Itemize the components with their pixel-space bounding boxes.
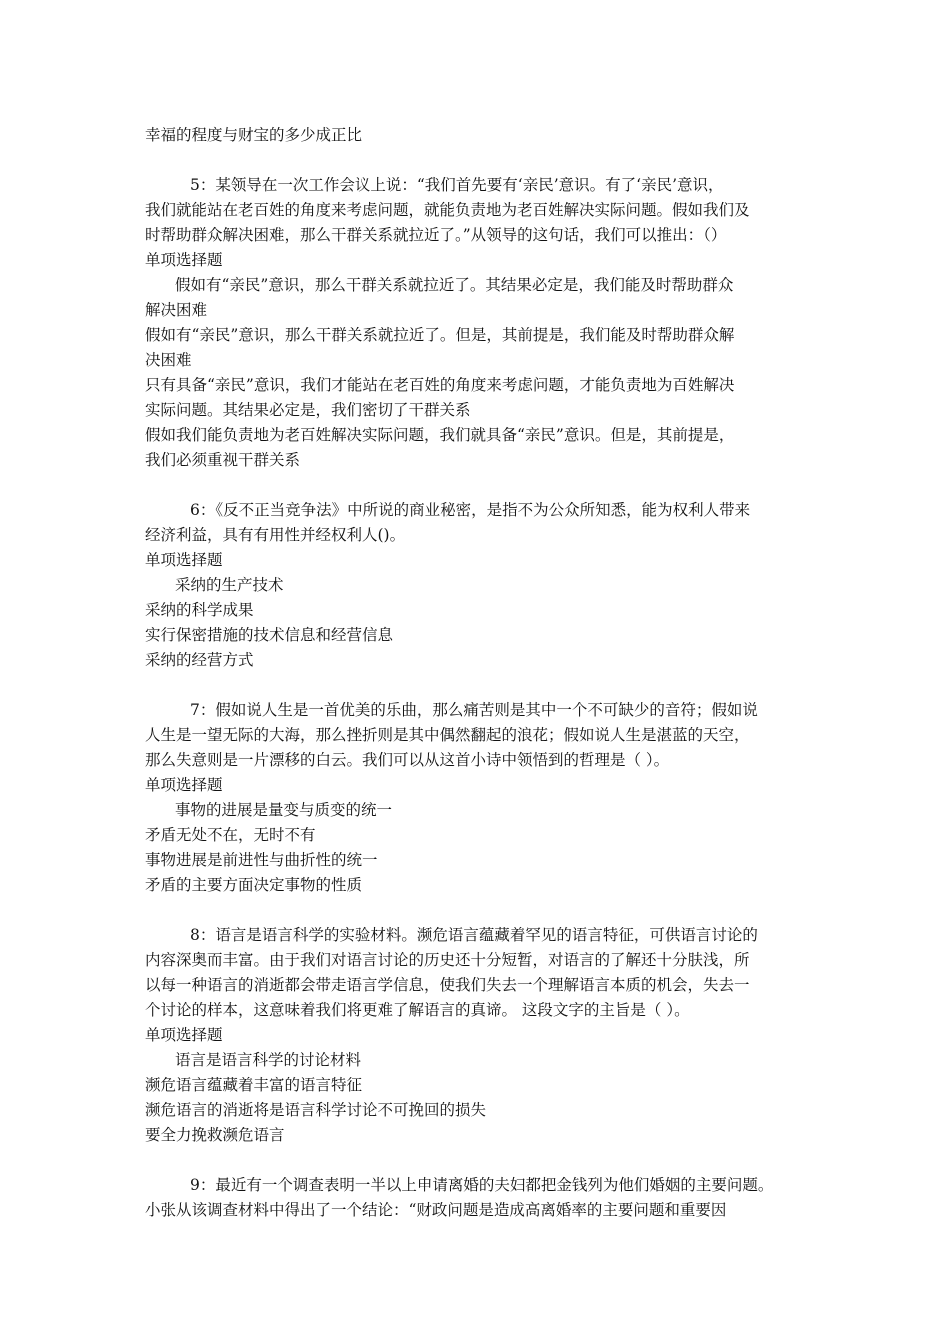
option-c: 实行保密措施的技术信息和经营信息 bbox=[145, 626, 394, 644]
option-d: 矛盾的主要方面决定事物的性质 bbox=[145, 876, 363, 894]
question-type: 单项选择题 bbox=[145, 251, 223, 269]
option-b: 矛盾无处不在，无时不有 bbox=[145, 826, 316, 844]
carryover-line: 幸福的程度与财宝的多少成正比 bbox=[145, 126, 363, 144]
question-9 bbox=[145, 1173, 830, 1223]
question-stem: 那么失意则是一片漂移的白云。我们可以从这首小诗中领悟到的哲理是（ ）。 bbox=[145, 751, 670, 769]
question-5 bbox=[145, 173, 830, 473]
question-stem: 人生是一望无际的大海，那么挫折则是其中偶然翻起的浪花；假如说人生是湛蓝的天空， bbox=[145, 726, 750, 744]
question-stem: 7：假如说人生是一首优美的乐曲，那么痛苦则是其中一个不可缺少的音符；假如说 bbox=[190, 701, 758, 719]
option-a: 事物的进展是量变与质变的统一 bbox=[175, 801, 393, 819]
question-stem: 8：语言是语言科学的实验材料。濒危语言蕴藏着罕见的语言特征，可供语言讨论的 bbox=[190, 926, 758, 944]
option-a: 采纳的生产技术 bbox=[175, 576, 284, 594]
spacer bbox=[145, 1148, 830, 1173]
question-8 bbox=[145, 923, 830, 1148]
option-b: 采纳的科学成果 bbox=[145, 601, 254, 619]
question-6 bbox=[145, 498, 830, 673]
option-a: 语言是语言科学的讨论材料 bbox=[175, 1051, 362, 1069]
spacer bbox=[145, 898, 830, 923]
spacer bbox=[145, 148, 830, 173]
question-type: 单项选择题 bbox=[145, 551, 223, 569]
option-c: 濒危语言的消逝将是语言科学讨论不可挽回的损失 bbox=[145, 1101, 487, 1119]
question-stem: 9：最近有一个调查表明一半以上申请离婚的夫妇都把金钱列为他们婚姻的主要问题。 bbox=[190, 1176, 774, 1194]
option-b: 假如有“亲民”意识，那么干群关系就拉近了。但是，其前提是，我们能及时帮助群众解 bbox=[145, 326, 735, 344]
option-d-cont: 我们必须重视干群关系 bbox=[145, 451, 301, 469]
option-b-cont: 决困难 bbox=[145, 351, 192, 369]
spacer bbox=[145, 473, 830, 498]
question-stem: 内容深奥而丰富。由于我们对语言讨论的历史还十分短暂，对语言的了解还十分肤浅，所 bbox=[145, 951, 750, 969]
question-stem: 6：《反不正当竞争法》中所说的商业秘密，是指不为公众所知悉，能为权利人带来 bbox=[190, 501, 751, 519]
question-stem: 以每一种语言的消逝都会带走语言学信息，使我们失去一个理解语言本质的机会，失去一 bbox=[145, 976, 750, 994]
option-d: 采纳的经营方式 bbox=[145, 651, 254, 669]
question-stem: 小张从该调查材料中得出了一个结论：“财政问题是造成高离婚率的主要问题和重要因 bbox=[145, 1201, 727, 1219]
option-d: 假如我们能负责地为老百姓解决实际问题，我们就具备“亲民”意识。但是，其前提是， bbox=[145, 426, 735, 444]
question-stem: 时帮助群众解决困难，那么干群关系就拉近了。”从领导的这句话，我们可以推出：（） bbox=[145, 226, 727, 244]
document-page bbox=[145, 123, 830, 1223]
question-7 bbox=[145, 698, 830, 898]
option-a-cont: 解决困难 bbox=[145, 301, 208, 319]
question-type: 单项选择题 bbox=[145, 1026, 223, 1044]
option-c: 事物进展是前进性与曲折性的统一 bbox=[145, 851, 378, 869]
option-a: 假如有“亲民”意识，那么干群关系就拉近了。其结果必定是，我们能及时帮助群众 bbox=[175, 276, 734, 294]
option-c-cont: 实际问题。其结果必定是，我们密切了干群关系 bbox=[145, 401, 471, 419]
question-stem: 个讨论的样本，这意味着我们将更难了解语言的真谛。 这段文字的主旨是（ ）。 bbox=[145, 1001, 690, 1019]
option-c: 只有具备“亲民”意识，我们才能站在老百姓的角度来考虑问题，才能负责地为百姓解决 bbox=[145, 376, 735, 394]
spacer bbox=[145, 673, 830, 698]
option-d: 要全力挽救濒危语言 bbox=[145, 1126, 285, 1144]
option-b: 濒危语言蕴藏着丰富的语言特征 bbox=[145, 1076, 363, 1094]
question-type: 单项选择题 bbox=[145, 776, 223, 794]
question-stem: 我们就能站在老百姓的角度来考虑问题，就能负责地为老百姓解决实际问题。假如我们及 bbox=[145, 201, 750, 219]
question-stem: 经济利益，具有有用性并经权利人()。 bbox=[145, 526, 406, 544]
question-stem: 5：某领导在一次工作会议上说：“我们首先要有‘亲民’意识。有了‘亲民’意识， bbox=[190, 176, 724, 194]
